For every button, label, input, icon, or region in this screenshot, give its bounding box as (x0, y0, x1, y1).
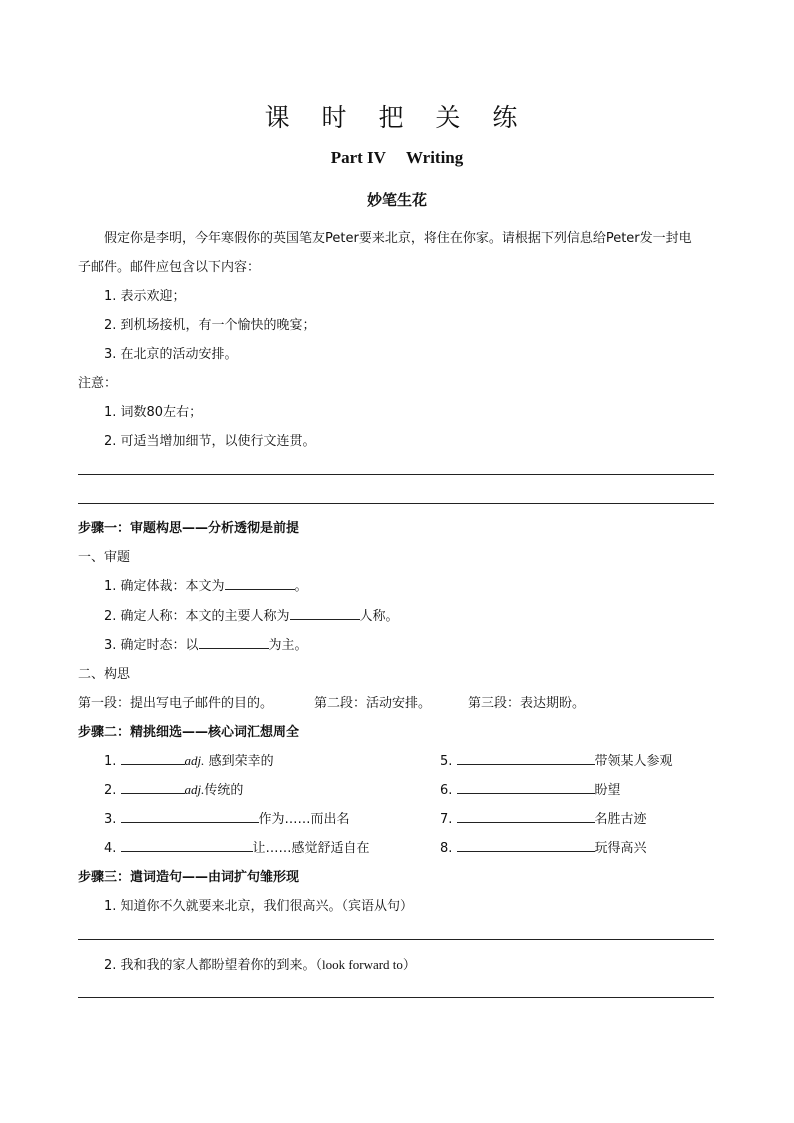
fill-blank[interactable] (457, 780, 595, 794)
vocab-meaning: 让……感觉舒适自在 (252, 841, 370, 856)
step1-question-3 (104, 634, 308, 653)
fill-blank[interactable] (290, 606, 360, 620)
prompt-line-2: 子邮件。邮件应包含以下内容： (78, 260, 261, 275)
question-text: 人称。 (359, 609, 399, 624)
outline-paragraph-1: 第一段：提出写电子邮件的目的。 (78, 696, 274, 711)
fill-blank[interactable] (121, 780, 185, 794)
vocab-meaning: 盼望 (594, 783, 621, 798)
vocab-item-5 (440, 750, 673, 769)
sentence-text: ） (402, 958, 416, 973)
vocab-item-2 (104, 779, 243, 798)
outline-paragraph-3: 第三段：表达期盼。 (468, 696, 586, 711)
vocab-meaning: 带领某人参观 (594, 754, 673, 769)
step2-heading: 步骤二：精挑细选——核心词汇想周全 (78, 725, 300, 740)
outline-paragraph-2: 第二段：活动安排。 (314, 696, 432, 711)
question-text: 。 (294, 579, 308, 594)
vocab-item-8 (440, 837, 647, 856)
note-label: 注意： (78, 376, 118, 391)
prompt-item-3: 3. 在北京的活动安排。 (104, 347, 238, 362)
step1-part1-label: 一、审题 (78, 550, 131, 565)
part-heading (0, 148, 794, 168)
fill-blank[interactable] (457, 838, 595, 852)
answer-line[interactable] (78, 997, 714, 998)
fill-blank[interactable] (457, 751, 595, 765)
vocab-item-4 (104, 837, 370, 856)
vocab-item-6 (440, 779, 621, 798)
step3-heading: 步骤三：遣词造句——由词扩句雏形现 (78, 870, 300, 885)
prompt-item-2: 2. 到机场接机，有一个愉快的晚宴； (104, 318, 316, 333)
part-of-speech: adj. (184, 782, 205, 797)
sentence-hint: look forward to (322, 957, 403, 972)
part-name: Writing (405, 148, 464, 167)
vocab-meaning: 感到荣幸的 (208, 754, 274, 769)
item-number: 3. (104, 812, 117, 827)
question-text: 1. 确定体裁：本文为 (104, 579, 225, 594)
answer-line[interactable] (78, 939, 714, 940)
page-title: 课 时 把 关 练 (264, 103, 530, 132)
fill-blank[interactable] (121, 751, 185, 765)
vocab-item-1 (104, 750, 274, 769)
item-number: 1. (104, 754, 117, 769)
question-text: 3. 确定时态：以 (104, 638, 199, 653)
step1-heading: 步骤一：审题构思——分析透彻是前提 (78, 521, 300, 536)
part-of-speech: adj. (184, 753, 205, 768)
item-number: 8. (440, 841, 453, 856)
fill-blank[interactable] (199, 635, 269, 649)
item-number: 2. (104, 783, 117, 798)
vocab-meaning: 传统的 (204, 783, 244, 798)
prompt-item-1: 1. 表示欢迎； (104, 289, 186, 304)
fill-blank[interactable] (225, 576, 295, 590)
item-number: 7. (440, 812, 453, 827)
section-title: 妙笔生花 (366, 191, 427, 209)
part-number: Part IV (330, 148, 386, 167)
note-item-1: 1. 词数80左右； (104, 405, 203, 420)
prompt-line-1: 假定你是李明，今年寒假你的英国笔友Peter要来北京，将住在你家。请根据下列信息给Peter发一封电 (104, 231, 692, 246)
item-number: 5. (440, 754, 453, 769)
fill-blank[interactable] (457, 809, 595, 823)
question-text: 2. 确定人称：本文的主要人称为 (104, 609, 290, 624)
vocab-meaning: 名胜古迹 (594, 812, 647, 827)
answer-line[interactable] (78, 474, 714, 475)
step1-question-1 (104, 575, 308, 594)
answer-line[interactable] (78, 503, 714, 504)
sentence-text: 2. 我和我的家人都盼望着你的到来。（ (104, 958, 323, 973)
vocab-meaning: 玩得高兴 (594, 841, 647, 856)
vocab-item-7 (440, 808, 647, 827)
item-number: 6. (440, 783, 453, 798)
step1-part2-label: 二、构思 (78, 667, 131, 682)
sentence-2 (104, 954, 416, 973)
fill-blank[interactable] (121, 838, 253, 852)
item-number: 4. (104, 841, 117, 856)
step1-question-2 (104, 605, 399, 624)
vocab-meaning: 作为……而出名 (258, 812, 350, 827)
vocab-item-3 (104, 808, 350, 827)
sentence-1: 1. 知道你不久就要来北京，我们很高兴。（宾语从句） (104, 899, 414, 914)
fill-blank[interactable] (121, 809, 259, 823)
question-text: 为主。 (268, 638, 308, 653)
note-item-2: 2. 可适当增加细节，以使行文连贯。 (104, 434, 316, 449)
